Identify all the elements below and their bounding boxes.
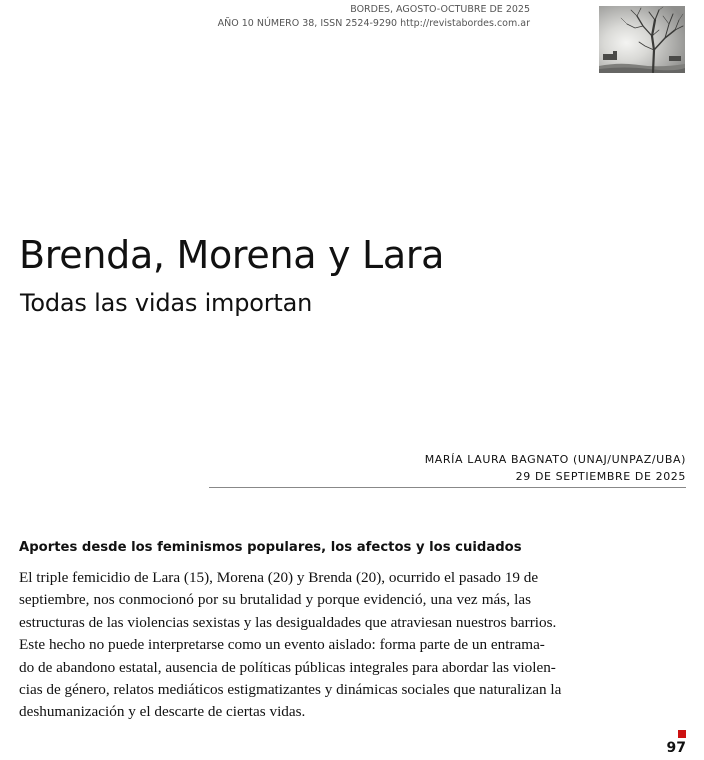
journal-header [150,3,530,30]
author-byline: MARÍA LAURA BAGNATO (UNAJ/UNPAZ/UBA) [424,453,686,466]
journal-issn-line: AÑO 10 NÚMERO 38, ISSN 2524-9290 http://revistabordes.com.ar [217,17,530,29]
body-line: El triple femicidio de Lara (15), Morena (20) y Brenda (20), ocurrido el pasado 19 de [19,569,539,586]
section-heading: Aportes desde los feminismos populares, los afectos y los cuidados [19,540,522,555]
body-line: septiembre, nos conmocionó por su brutalidad y porque evidenció, una vez más, las [19,591,531,609]
article-subtitle: Todas las vidas importan [20,289,313,317]
winter-tree-photo [599,6,685,73]
body-line: do de abandono estatal, ausencia de políticas públicas integrales para abordar las violen- [19,658,556,676]
body-line: cias de género, relatos mediáticos estigmatizantes y dinámicas sociales que naturalizan la [19,681,562,699]
page-marker [678,730,686,738]
article-body [19,567,562,724]
publication-date: 29 DE SEPTIEMBRE DE 2025 [515,470,686,483]
body-line: estructuras de las violencias sexistas y las desigualdades que atraviesan nuestros barrios. [19,613,557,631]
body-line: deshumanización y el descarte de ciertas vidas. [19,703,306,721]
article-title: Brenda, Morena y Lara [19,233,445,277]
page-number: 97 [666,740,686,756]
body-line: Este hecho no puede interpretarse como un evento aislado: forma parte de un entrama- [19,636,545,654]
journal-issue-date: BORDES, AGOSTO-OCTUBRE DE 2025 [350,4,530,15]
byline-divider [209,487,686,488]
